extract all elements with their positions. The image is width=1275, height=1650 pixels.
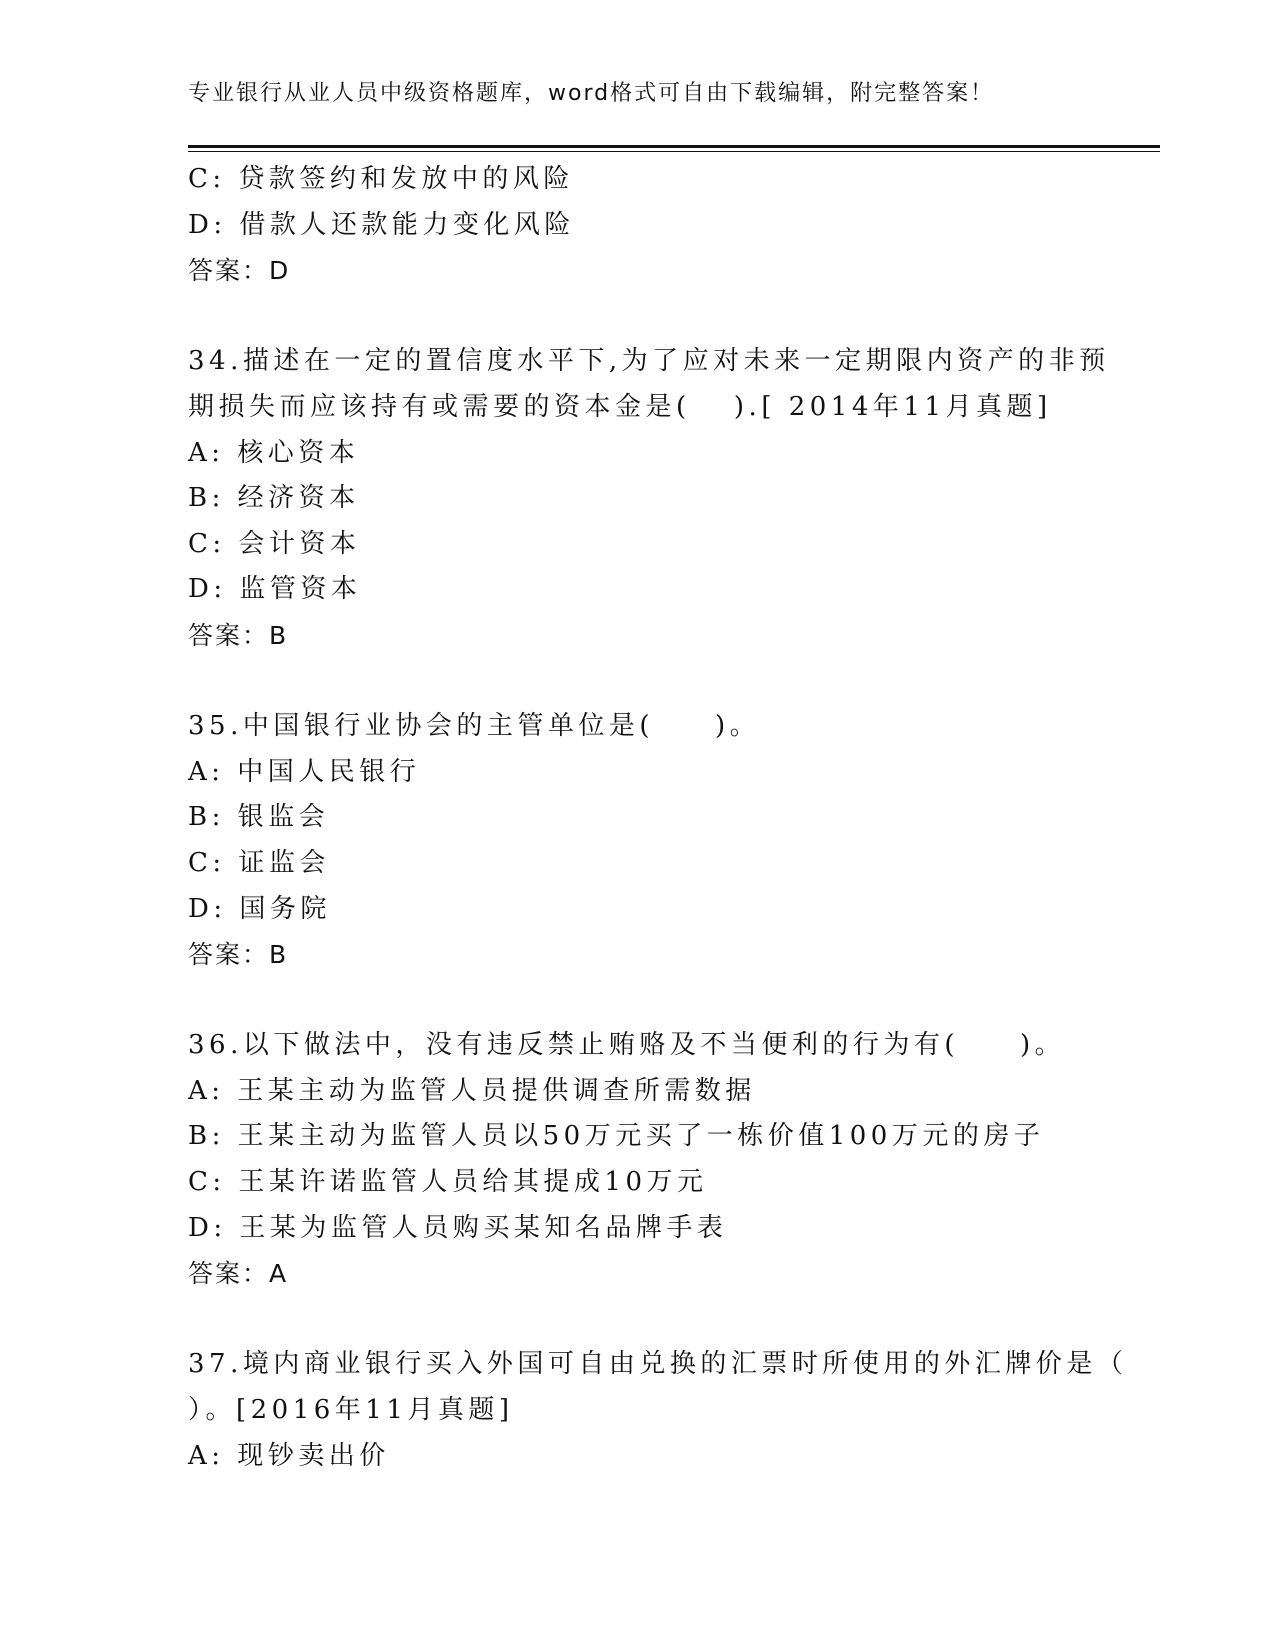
answer-label: 答案：B [188,620,289,650]
option-a: A: 核心资本 [188,437,360,468]
option-d: D: 监管资本 [188,574,362,605]
option-a: A: 中国人民银行 [188,756,421,787]
option-b: B: 经济资本 [188,483,360,514]
page-header: 专业银行从业人员中级资格题库，word格式可自由下载编辑，附完整答案！ [188,81,995,106]
option-c: C: 贷款签约和发放中的风险 [188,164,574,194]
option-c: C: 会计资本 [188,528,361,559]
answer-label: 答案：A [188,1259,289,1289]
option-a: A: 王某主动为监管人员提供调查所需数据 [188,1075,756,1106]
option-b: B: 银监会 [188,802,330,833]
question-stem: 35.中国银行业协会的主管单位是( )。 [188,711,761,742]
question-stem-cont: 期损失而应该持有或需要的资本金是( ).[ 2014年11月真题] [188,391,1052,422]
question-content [188,157,1128,1525]
question-stem: 37.境内商业银行买入外国可自由兑换的汇票时所使用的外汇牌价是（ [188,1349,1128,1380]
option-c: C: 证监会 [188,847,330,878]
option-b: B: 王某主动为监管人员以50万元买了一栋价值100万元的房子 [188,1121,1045,1152]
answer-label: 答案：D [188,256,291,286]
option-d: D: 王某为监管人员购买某知名品牌手表 [188,1212,728,1243]
option-d: D: 借款人还款能力变化风险 [188,209,575,240]
header-rule-thin [188,151,1160,152]
question-block-33 [188,157,1088,294]
answer-label: 答案：B [188,940,289,970]
option-c: C: 王某许诺监管人员给其提成10万元 [188,1167,708,1198]
header-rule-thick [188,145,1160,148]
question-block-36 [188,1023,1088,1297]
question-block-37 [188,1342,1128,1479]
question-stem: 34.描述在一定的置信度水平下,为了应对未来一定期限内资产的非预 [188,346,1110,377]
question-block-35 [188,704,1088,978]
question-block-34 [188,339,1110,658]
question-stem: 36.以下做法中，没有违反禁止贿赂及不当便利的行为有( )。 [188,1030,1066,1061]
option-a: A: 现钞卖出价 [188,1440,390,1471]
option-d: D: 国务院 [188,893,331,924]
question-stem-cont: ）。[2016年11月真题] [188,1395,514,1426]
